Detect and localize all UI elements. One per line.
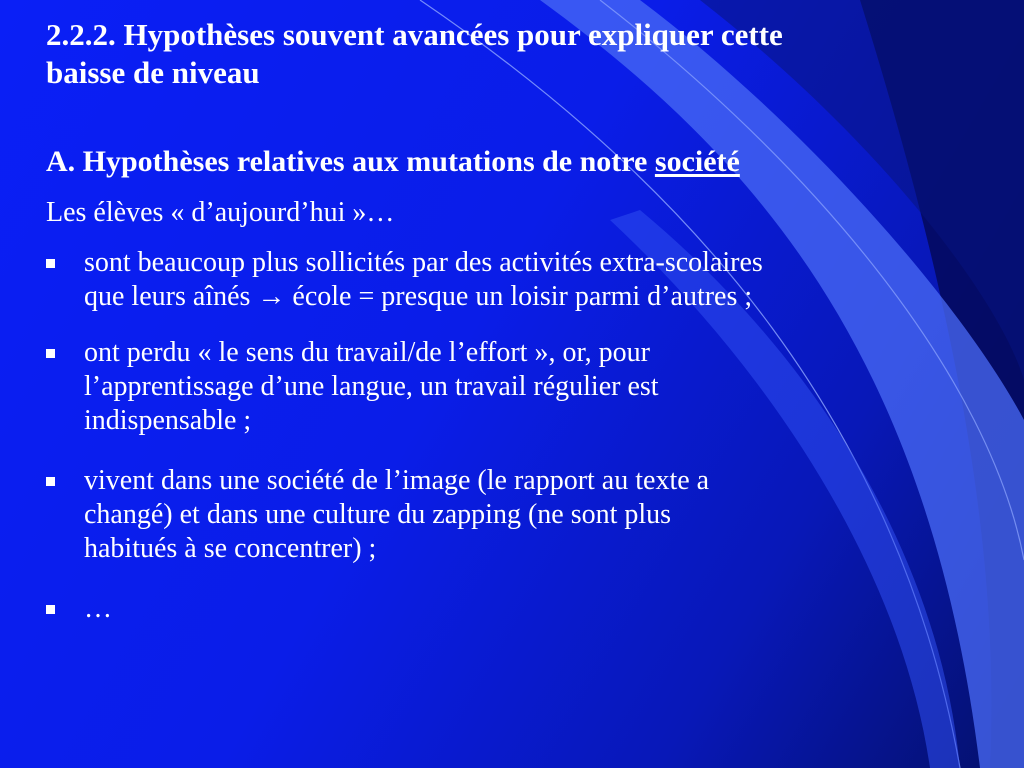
- title-line-1: 2.2.2. Hypothèses souvent avancées pour expliquer cette: [46, 17, 783, 52]
- square-bullet-icon: [46, 259, 55, 268]
- slide-title: [46, 16, 1006, 92]
- bullet-text: [84, 464, 1014, 566]
- bullet-line: sont beaucoup plus sollicités par des activités extra-scolaires: [84, 247, 763, 278]
- intro-text: Les élèves « d’aujourd’hui »…: [46, 197, 395, 228]
- subheading-underlined-word: société: [654, 145, 740, 178]
- subheading-text: A. Hypothèses relatives aux mutations de notre: [46, 145, 655, 178]
- bullet-line: vivent dans une société de l’image (le rapport au texte a: [84, 465, 710, 496]
- bullet-text: [84, 246, 1014, 314]
- square-bullet-icon: [46, 349, 55, 358]
- square-bullet-icon: [46, 477, 55, 486]
- square-bullet-icon: [46, 605, 55, 614]
- bullet-line: changé) et dans une culture du zapping (ne sont plus: [84, 499, 672, 530]
- section-subheading: [46, 144, 740, 180]
- bullet-line: habitués à se concentrer) ;: [84, 533, 377, 564]
- bullet-text: [84, 336, 1014, 438]
- bullet-line: l’apprentissage d’une langue, un travail régulier est: [84, 371, 659, 402]
- bullet-line: ont perdu « le sens du travail/de l’effort », or, pour: [84, 337, 650, 368]
- title-line-2: baisse de niveau: [46, 55, 260, 90]
- bullet-line: que leurs aînés → école = presque un loisir parmi d’autres ;: [84, 281, 753, 312]
- bullet-line: indispensable ;: [84, 405, 252, 436]
- bullet-line: …: [84, 593, 112, 624]
- bullet-text: [84, 592, 1014, 626]
